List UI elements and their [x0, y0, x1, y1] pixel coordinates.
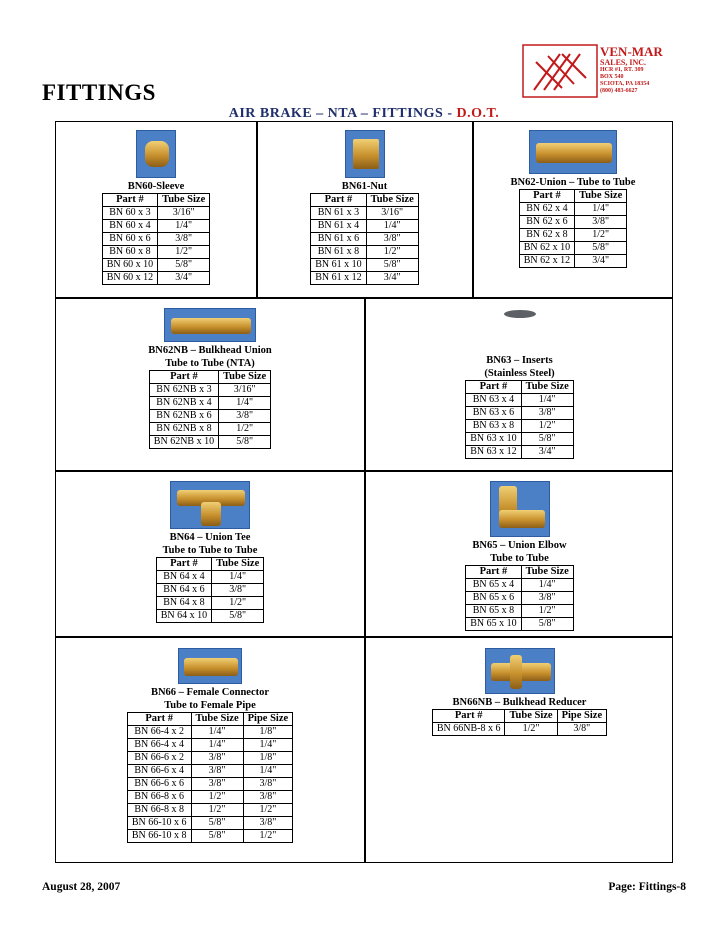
part-number: BN 60 x 10: [102, 259, 157, 272]
tube-size: 1/2": [158, 246, 210, 259]
part-number: BN 60 x 8: [102, 246, 157, 259]
part-number: BN 66-10 x 6: [127, 817, 191, 830]
subtitle-main: AIR BRAKE – NTA – FITTINGS -: [228, 106, 457, 121]
table-header-row: [156, 558, 264, 571]
pipe-size: 1/2": [243, 804, 293, 817]
table-row: [149, 436, 270, 449]
part-number: BN 66-6 x 6: [127, 778, 191, 791]
column-header: Tube Size: [212, 558, 264, 571]
tube-size: 3/16": [219, 384, 271, 397]
tube-size: 1/4": [191, 739, 243, 752]
logo-text: [600, 46, 663, 95]
tube-size: 5/8": [366, 259, 418, 272]
product-caption: [257, 180, 472, 193]
product-caption: [56, 686, 364, 712]
part-number: BN 64 x 10: [156, 610, 211, 623]
table-row: [127, 765, 292, 778]
column-header: Part #: [102, 194, 157, 207]
tube-size: 3/4": [366, 272, 418, 285]
page-title: FITTINGS: [42, 80, 156, 105]
subtitle-dot: D.O.T.: [456, 106, 500, 121]
column-header: Tube Size: [158, 194, 210, 207]
ven-mar-logo: [522, 44, 692, 100]
logo-line: HCR #1, RT. 309: [600, 67, 644, 73]
column-header: Pipe Size: [557, 710, 607, 723]
part-number: BN 62 x 6: [519, 216, 574, 229]
table-row: [127, 739, 292, 752]
table-row: [149, 410, 270, 423]
column-header: Tube Size: [219, 371, 271, 384]
footer-date: August 28, 2007: [42, 881, 121, 893]
table-header-row: [466, 566, 574, 579]
tube-size: 1/2": [521, 420, 573, 433]
tube-size: 1/2": [521, 605, 573, 618]
part-number: BN 62 x 4: [519, 203, 574, 216]
product-bn62-union: [473, 130, 673, 268]
logo-line: BOX 540: [600, 74, 624, 80]
tube-size: 3/16": [158, 207, 210, 220]
tube-size: 3/8": [191, 765, 243, 778]
table-row: [466, 420, 574, 433]
part-number: BN 64 x 8: [156, 597, 211, 610]
caption-line: BN62-Union – Tube to Tube: [510, 177, 636, 188]
table-row: [127, 830, 292, 843]
part-number: BN 66-6 x 2: [127, 752, 191, 765]
tube-size: 3/16": [366, 207, 418, 220]
caption-line: BN63 – Inserts: [486, 355, 553, 366]
table-row: [466, 605, 574, 618]
part-number: BN 60 x 12: [102, 272, 157, 285]
column-header: Part #: [149, 371, 218, 384]
part-number: BN 61 x 4: [311, 220, 366, 233]
tube-size: 5/8": [521, 433, 573, 446]
nut-photo-icon: [345, 130, 385, 178]
product-caption: [366, 354, 673, 380]
spec-table: [465, 380, 574, 459]
tube-size: 3/8": [219, 410, 271, 423]
spec-table: [102, 193, 211, 285]
table-row: [102, 233, 210, 246]
part-number: BN 62 x 8: [519, 229, 574, 242]
part-number: BN 61 x 10: [311, 259, 366, 272]
table-row: [519, 203, 627, 216]
tube-size: 5/8": [212, 610, 264, 623]
insert-photo-icon: [488, 306, 552, 352]
logo-line: VEN-MAR: [600, 44, 663, 59]
tube-size: 1/2": [219, 423, 271, 436]
product-caption: [473, 176, 673, 189]
tube-size: 5/8": [219, 436, 271, 449]
table-row: [102, 272, 210, 285]
table-row: [156, 584, 264, 597]
part-number: BN 65 x 4: [466, 579, 521, 592]
caption-line: Tube to Tube to Tube: [162, 545, 258, 556]
column-header: Tube Size: [521, 381, 573, 394]
caption-line: BN66 – Female Connector: [150, 687, 270, 698]
bulkhead-reducer-photo-icon: [485, 648, 555, 694]
table-row: [466, 433, 574, 446]
tube-size: 1/4": [158, 220, 210, 233]
sleeve-photo-icon: [136, 130, 176, 178]
caption-line: BN65 – Union Elbow: [472, 540, 567, 551]
part-number: BN 62NB x 8: [149, 423, 218, 436]
part-number: BN 66-8 x 6: [127, 791, 191, 804]
table-row: [127, 817, 292, 830]
footer-page-number: Page: Fittings-8: [608, 881, 686, 893]
tube-size: 1/2": [191, 791, 243, 804]
tube-size: 1/4": [521, 579, 573, 592]
product-caption: [366, 539, 673, 565]
table-row: [311, 259, 419, 272]
table-row: [466, 446, 574, 459]
part-number: BN 66-4 x 4: [127, 739, 191, 752]
column-header: Tube Size: [521, 566, 573, 579]
part-number: BN 62NB x 4: [149, 397, 218, 410]
tube-size: 1/4": [219, 397, 271, 410]
table-header-row: [149, 371, 270, 384]
table-row: [156, 597, 264, 610]
table-header-row: [519, 190, 627, 203]
pipe-size: 1/2": [243, 830, 293, 843]
union-tee-photo-icon: [170, 481, 250, 529]
table-row: [102, 246, 210, 259]
caption-line: Tube to Tube: [490, 553, 549, 564]
part-number: BN 65 x 10: [466, 618, 521, 631]
product-bn66-female-connector: [56, 648, 364, 843]
table-row: [311, 246, 419, 259]
logo-line: SCIOTA, PA 18354: [600, 81, 650, 87]
tube-size: 1/4": [575, 203, 627, 216]
part-number: BN 62 x 12: [519, 255, 574, 268]
product-bn60-sleeve: [56, 130, 256, 285]
pipe-size: 3/8": [557, 723, 607, 736]
union-photo-icon: [529, 130, 617, 174]
tube-size: 5/8": [158, 259, 210, 272]
product-caption: [56, 344, 364, 370]
part-number: BN 66-4 x 2: [127, 726, 191, 739]
part-number: BN 66-6 x 4: [127, 765, 191, 778]
part-number: BN 63 x 12: [466, 446, 521, 459]
part-number: BN 64 x 6: [156, 584, 211, 597]
tube-size: 1/2": [366, 246, 418, 259]
product-bn64-union-tee: [56, 481, 364, 623]
part-number: BN 62 x 10: [519, 242, 574, 255]
table-header-row: [127, 713, 292, 726]
product-bn61-nut: [257, 130, 472, 285]
tube-size: 5/8": [521, 618, 573, 631]
column-header: Part #: [432, 710, 505, 723]
table-row: [311, 207, 419, 220]
tube-size: 1/2": [505, 723, 557, 736]
table-row: [127, 752, 292, 765]
column-header: Tube Size: [505, 710, 557, 723]
table-row: [311, 233, 419, 246]
tube-size: 3/4": [158, 272, 210, 285]
tube-size: 3/8": [191, 752, 243, 765]
column-header: Tube Size: [191, 713, 243, 726]
part-number: BN 63 x 6: [466, 407, 521, 420]
product-bn65-union-elbow: [366, 481, 673, 631]
tube-size: 1/2": [191, 804, 243, 817]
table-row: [519, 229, 627, 242]
section-subtitle: [0, 106, 728, 122]
product-caption: [56, 531, 364, 557]
table-row: [466, 579, 574, 592]
pipe-size: 3/8": [243, 791, 293, 804]
tube-size: 5/8": [191, 830, 243, 843]
part-number: BN 64 x 4: [156, 571, 211, 584]
table-row: [127, 791, 292, 804]
table-row: [466, 618, 574, 631]
table-header-row: [311, 194, 419, 207]
column-header: Part #: [466, 381, 521, 394]
spec-table: [310, 193, 419, 285]
product-bn63-inserts: [366, 306, 673, 459]
logo-line: (800) 483-6627: [600, 88, 638, 94]
table-row: [519, 242, 627, 255]
table-row: [466, 592, 574, 605]
caption-line: BN64 – Union Tee: [169, 532, 251, 543]
caption-line: Tube to Tube (NTA): [165, 358, 255, 369]
union-elbow-photo-icon: [490, 481, 550, 537]
part-number: BN 62NB x 6: [149, 410, 218, 423]
part-number: BN 66-10 x 8: [127, 830, 191, 843]
part-number: BN 61 x 8: [311, 246, 366, 259]
spec-table: [156, 557, 265, 623]
tube-size: 3/8": [521, 407, 573, 420]
pipe-size: 3/8": [243, 817, 293, 830]
tube-size: 1/4": [191, 726, 243, 739]
table-row: [311, 272, 419, 285]
caption-line: BN61-Nut: [341, 181, 388, 192]
table-header-row: [466, 381, 574, 394]
caption-line: BN66NB – Bulkhead Reducer: [452, 697, 587, 708]
table-row: [156, 571, 264, 584]
part-number: BN 60 x 4: [102, 220, 157, 233]
logo-emblem-icon: [522, 44, 598, 98]
caption-line: BN62NB – Bulkhead Union: [148, 345, 272, 356]
table-row: [311, 220, 419, 233]
table-row: [519, 255, 627, 268]
column-header: Pipe Size: [243, 713, 293, 726]
caption-line: (Stainless Steel): [484, 368, 555, 379]
tube-size: 3/8": [158, 233, 210, 246]
tube-size: 3/8": [191, 778, 243, 791]
column-header: Tube Size: [575, 190, 627, 203]
spec-table: [432, 709, 607, 736]
pipe-size: 1/4": [243, 739, 293, 752]
column-header: Part #: [311, 194, 366, 207]
part-number: BN 61 x 12: [311, 272, 366, 285]
spec-table: [149, 370, 271, 449]
bulkhead-union-photo-icon: [164, 308, 256, 342]
product-caption: [56, 180, 256, 193]
table-row: [156, 610, 264, 623]
table-header-row: [102, 194, 210, 207]
part-number: BN 66-8 x 8: [127, 804, 191, 817]
tube-size: 3/4": [575, 255, 627, 268]
column-header: Part #: [466, 566, 521, 579]
part-number: BN 63 x 4: [466, 394, 521, 407]
spec-table: [519, 189, 628, 268]
table-row: [127, 726, 292, 739]
pipe-size: 1/8": [243, 726, 293, 739]
table-row: [149, 397, 270, 410]
column-header: Tube Size: [366, 194, 418, 207]
tube-size: 1/2": [212, 597, 264, 610]
table-row: [519, 216, 627, 229]
table-row: [432, 723, 606, 736]
tube-size: 1/4": [212, 571, 264, 584]
column-header: Part #: [519, 190, 574, 203]
tube-size: 5/8": [191, 817, 243, 830]
product-bn62nb-bulkhead-union: [56, 308, 364, 449]
tube-size: 3/8": [212, 584, 264, 597]
spec-table: [127, 712, 293, 843]
spec-table: [465, 565, 574, 631]
table-row: [102, 220, 210, 233]
pipe-size: 3/8": [243, 778, 293, 791]
table-row: [102, 259, 210, 272]
part-number: BN 62NB x 10: [149, 436, 218, 449]
part-number: BN 65 x 6: [466, 592, 521, 605]
tube-size: 3/8": [575, 216, 627, 229]
product-bn66nb-bulkhead-reducer: [366, 648, 673, 736]
part-number: BN 60 x 6: [102, 233, 157, 246]
product-caption: [366, 696, 673, 709]
tube-size: 5/8": [575, 242, 627, 255]
pipe-size: 1/8": [243, 752, 293, 765]
tube-size: 3/8": [366, 233, 418, 246]
part-number: BN 62NB x 3: [149, 384, 218, 397]
tube-size: 1/2": [575, 229, 627, 242]
column-header: Part #: [156, 558, 211, 571]
tube-size: 3/8": [521, 592, 573, 605]
table-row: [102, 207, 210, 220]
table-header-row: [432, 710, 606, 723]
caption-line: Tube to Female Pipe: [164, 700, 256, 711]
part-number: BN 61 x 6: [311, 233, 366, 246]
part-number: BN 63 x 8: [466, 420, 521, 433]
tube-size: 1/4": [521, 394, 573, 407]
pipe-size: 1/4": [243, 765, 293, 778]
logo-line: SALES, INC.: [600, 58, 647, 67]
table-row: [127, 778, 292, 791]
part-number: BN 61 x 3: [311, 207, 366, 220]
tube-size: 1/4": [366, 220, 418, 233]
column-header: Part #: [127, 713, 191, 726]
table-row: [466, 407, 574, 420]
table-row: [149, 384, 270, 397]
table-row: [466, 394, 574, 407]
caption-line: BN60-Sleeve: [127, 181, 185, 192]
part-number: BN 63 x 10: [466, 433, 521, 446]
part-number: BN 66NB-8 x 6: [432, 723, 505, 736]
female-connector-photo-icon: [178, 648, 242, 684]
table-row: [127, 804, 292, 817]
tube-size: 3/4": [521, 446, 573, 459]
part-number: BN 60 x 3: [102, 207, 157, 220]
part-number: BN 65 x 8: [466, 605, 521, 618]
table-row: [149, 423, 270, 436]
